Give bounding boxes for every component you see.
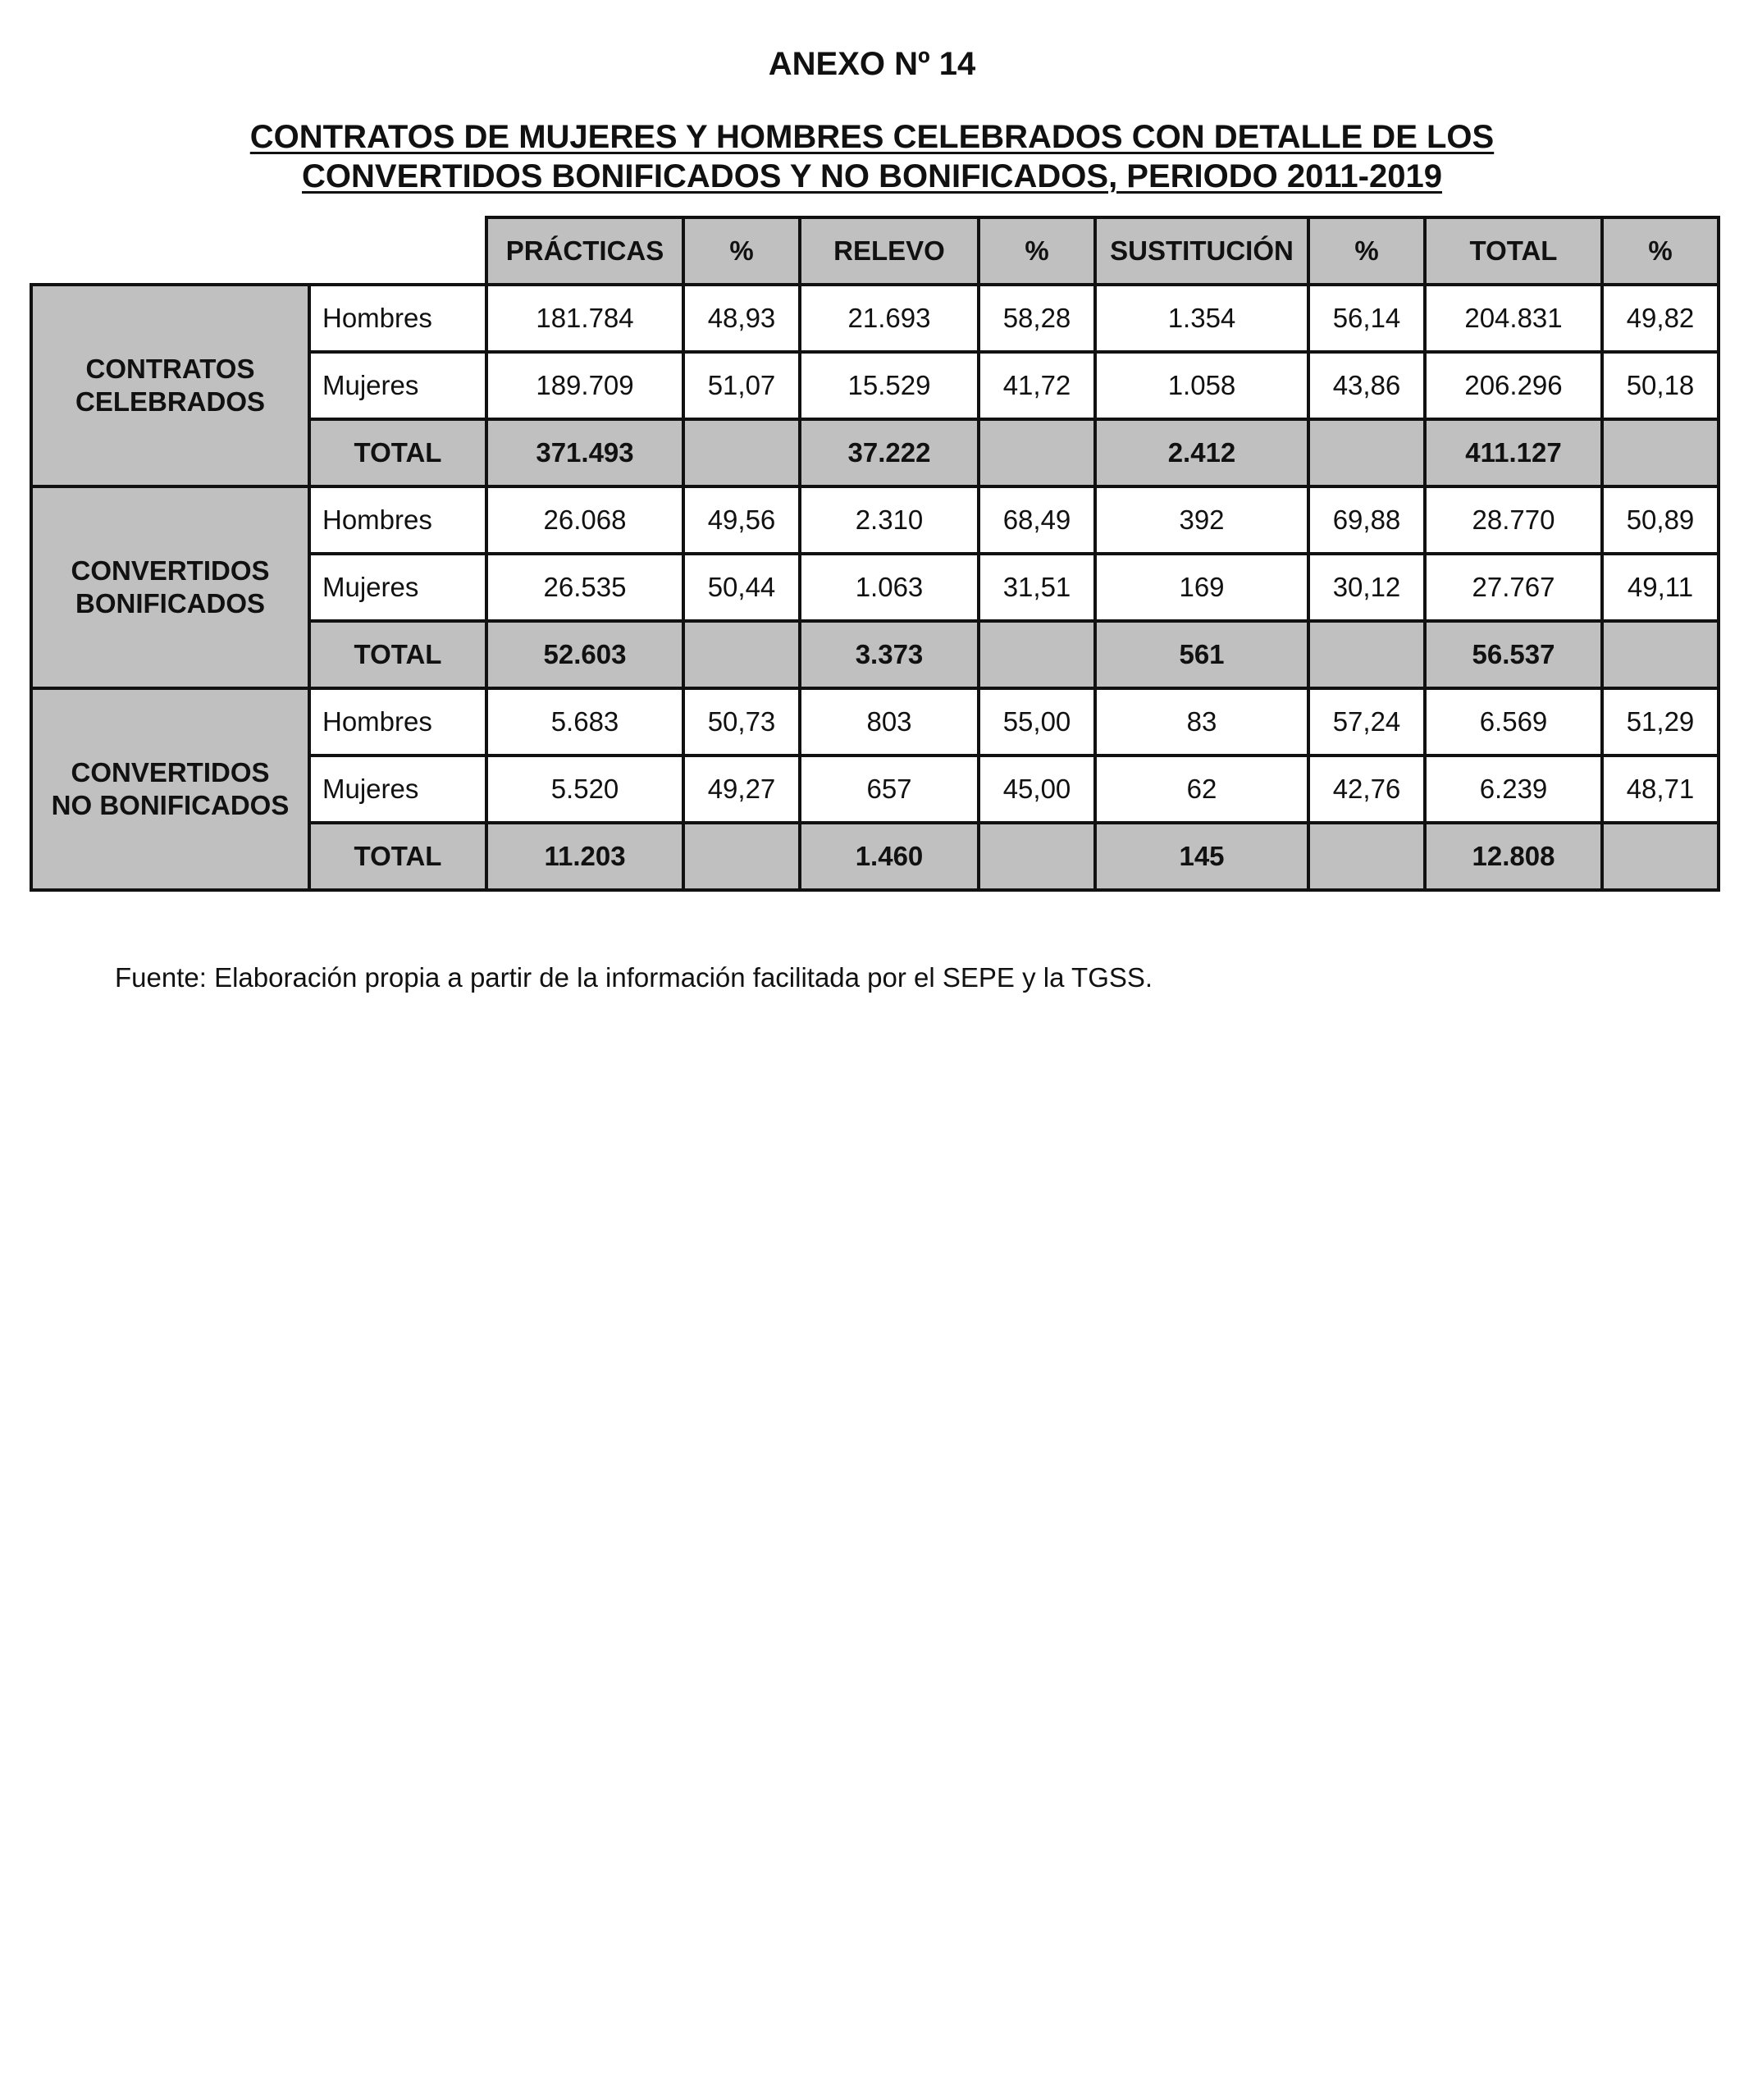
row-label: TOTAL — [309, 823, 486, 890]
table-cell: 41,72 — [979, 352, 1095, 419]
table-cell: 561 — [1095, 621, 1308, 688]
header-row — [31, 217, 1719, 285]
table-cell — [1308, 419, 1425, 486]
group-label-line: CONVERTIDOS — [71, 757, 270, 788]
group-label-line: CELEBRADOS — [75, 386, 266, 417]
table-cell: 51,07 — [683, 352, 800, 419]
table-cell: 49,56 — [683, 486, 800, 554]
table-cell: 83 — [1095, 688, 1308, 756]
document-title-line-2: CONVERTIDOS BONIFICADOS Y NO BONIFICADOS, PERIODO 2011-2019 — [302, 158, 1442, 194]
group-label-convertidos-no-bonificados — [31, 688, 309, 890]
table-cell: 5.683 — [486, 688, 683, 756]
table-cell: 49,27 — [683, 756, 800, 823]
table-cell: 28.770 — [1425, 486, 1602, 554]
table-cell: 1.058 — [1095, 352, 1308, 419]
table-cell: 3.373 — [800, 621, 979, 688]
row-label: TOTAL — [309, 419, 486, 486]
table-cell: 206.296 — [1425, 352, 1602, 419]
table-cell: 58,28 — [979, 285, 1095, 352]
table-cell — [1308, 823, 1425, 890]
table-cell: 169 — [1095, 554, 1308, 621]
table-cell: 145 — [1095, 823, 1308, 890]
table-cell: 11.203 — [486, 823, 683, 890]
row-label: Mujeres — [309, 756, 486, 823]
table-cell — [979, 419, 1095, 486]
table-cell: 37.222 — [800, 419, 979, 486]
row-label: Hombres — [309, 285, 486, 352]
table-cell: 42,76 — [1308, 756, 1425, 823]
table-cell: 803 — [800, 688, 979, 756]
table-cell: 21.693 — [800, 285, 979, 352]
table-cell: 1.063 — [800, 554, 979, 621]
table-cell — [979, 621, 1095, 688]
table-row — [31, 688, 1719, 756]
table-cell: 51,29 — [1602, 688, 1719, 756]
table-cell: 49,82 — [1602, 285, 1719, 352]
header-relevo-pct: % — [979, 217, 1095, 285]
table-cell: 411.127 — [1425, 419, 1602, 486]
table-cell — [1308, 621, 1425, 688]
group-label-line: CONTRATOS — [85, 354, 255, 384]
table-cell: 50,73 — [683, 688, 800, 756]
table-cell: 69,88 — [1308, 486, 1425, 554]
table-cell — [683, 823, 800, 890]
row-label: Hombres — [309, 688, 486, 756]
table-cell: 30,12 — [1308, 554, 1425, 621]
table-row — [31, 285, 1719, 352]
header-sustitucion-pct: % — [1308, 217, 1425, 285]
table-cell: 1.354 — [1095, 285, 1308, 352]
source-note: Fuente: Elaboración propia a partir de la información facilitada por el SEPE y la TGSS. — [115, 962, 1153, 993]
table-cell: 27.767 — [1425, 554, 1602, 621]
header-total-pct: % — [1602, 217, 1719, 285]
table-cell: 657 — [800, 756, 979, 823]
header-practicas-pct: % — [683, 217, 800, 285]
table-cell — [683, 621, 800, 688]
table-cell: 6.239 — [1425, 756, 1602, 823]
table-cell: 26.068 — [486, 486, 683, 554]
table-row — [31, 486, 1719, 554]
table-cell: 31,51 — [979, 554, 1095, 621]
group-label-convertidos-bonificados — [31, 486, 309, 688]
annex-title: ANEXO Nº 14 — [768, 46, 976, 82]
table-cell: 1.460 — [800, 823, 979, 890]
row-label: Mujeres — [309, 352, 486, 419]
table-cell — [1602, 823, 1719, 890]
table-cell: 57,24 — [1308, 688, 1425, 756]
group-label-line: NO BONIFICADOS — [51, 790, 290, 820]
table-cell: 55,00 — [979, 688, 1095, 756]
table-cell: 2.310 — [800, 486, 979, 554]
header-practicas: PRÁCTICAS — [486, 217, 683, 285]
table-cell: 52.603 — [486, 621, 683, 688]
table-cell: 62 — [1095, 756, 1308, 823]
table-cell: 48,93 — [683, 285, 800, 352]
row-label: Hombres — [309, 486, 486, 554]
header-blank-cell — [31, 217, 486, 285]
table-cell — [979, 823, 1095, 890]
table-cell: 56.537 — [1425, 621, 1602, 688]
table-cell: 6.569 — [1425, 688, 1602, 756]
table-cell: 26.535 — [486, 554, 683, 621]
table-cell: 204.831 — [1425, 285, 1602, 352]
table-cell: 12.808 — [1425, 823, 1602, 890]
table-cell: 50,89 — [1602, 486, 1719, 554]
header-relevo: RELEVO — [800, 217, 979, 285]
table-cell — [683, 419, 800, 486]
table-cell: 15.529 — [800, 352, 979, 419]
table-cell: 45,00 — [979, 756, 1095, 823]
table-cell: 371.493 — [486, 419, 683, 486]
table-cell: 49,11 — [1602, 554, 1719, 621]
group-label-line: CONVERTIDOS — [71, 555, 270, 586]
document-title-line-1: CONTRATOS DE MUJERES Y HOMBRES CELEBRADOS CON DETALLE DE LOS — [249, 119, 1495, 155]
document-title — [0, 117, 1744, 196]
table-cell: 2.412 — [1095, 419, 1308, 486]
contracts-table — [30, 216, 1720, 892]
row-label: Mujeres — [309, 554, 486, 621]
table-cell: 48,71 — [1602, 756, 1719, 823]
table-cell: 43,86 — [1308, 352, 1425, 419]
header-total: TOTAL — [1425, 217, 1602, 285]
table-cell: 56,14 — [1308, 285, 1425, 352]
table-cell: 5.520 — [486, 756, 683, 823]
table-cell: 189.709 — [486, 352, 683, 419]
table-cell: 68,49 — [979, 486, 1095, 554]
table-cell: 181.784 — [486, 285, 683, 352]
table-cell: 392 — [1095, 486, 1308, 554]
group-label-contratos-celebrados — [31, 285, 309, 486]
group-label-line: BONIFICADOS — [75, 588, 265, 619]
table-cell — [1602, 419, 1719, 486]
table-cell — [1602, 621, 1719, 688]
row-label: TOTAL — [309, 621, 486, 688]
header-sustitucion: SUSTITUCIÓN — [1095, 217, 1308, 285]
table-cell: 50,18 — [1602, 352, 1719, 419]
table-cell: 50,44 — [683, 554, 800, 621]
